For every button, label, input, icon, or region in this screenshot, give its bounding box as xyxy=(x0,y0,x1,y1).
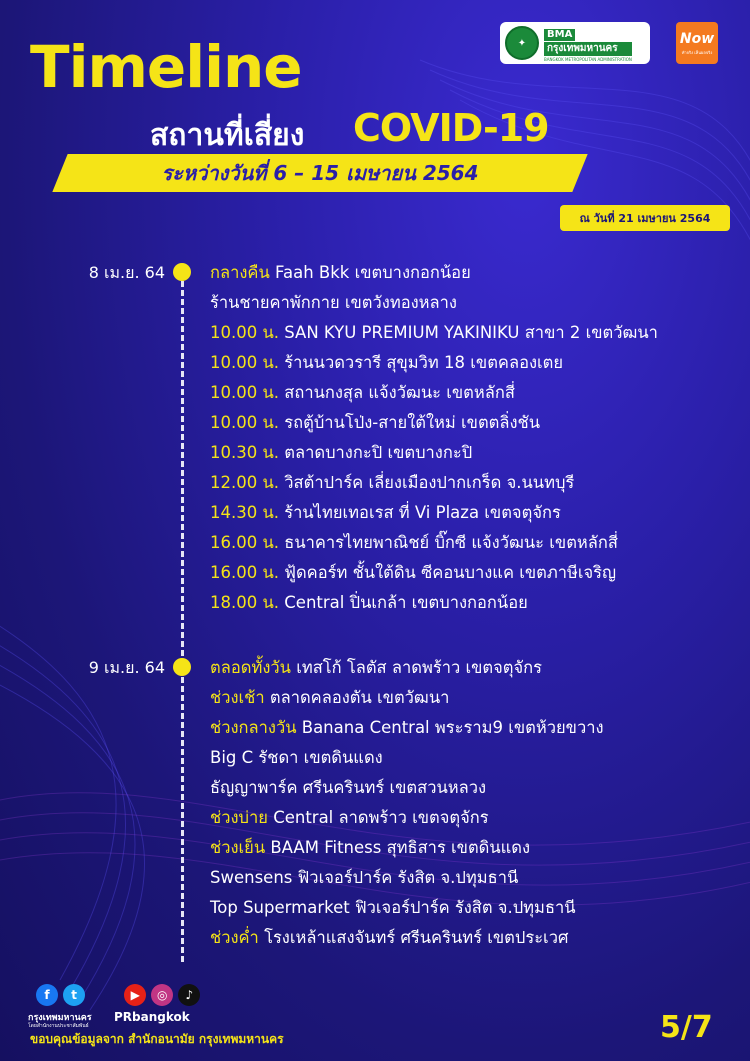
timeline-entry xyxy=(210,833,604,863)
entry-time: 10.00 น. xyxy=(210,323,280,342)
entry-place: ธนาคารไทยพาณิชย์ บิ๊กซี แจ้งวัฒนะ เขตหลักสี่ xyxy=(284,533,618,552)
instagram-icon[interactable]: ◎ xyxy=(151,984,173,1006)
page-number: 5/7 xyxy=(660,1010,713,1045)
bma-logo xyxy=(500,22,650,64)
timeline-entry xyxy=(210,558,658,588)
social-right-label: PRbangkok xyxy=(114,1010,190,1024)
entry-time: 12.00 น. xyxy=(210,473,280,492)
timeline-entry xyxy=(210,318,658,348)
entry-place: รถตู้บ้านโป่ง-สายใต้ใหม่ เขตตลิ่งชัน xyxy=(284,413,541,432)
timeline-entry xyxy=(210,773,604,803)
entry-place: ร้านนวดวรารี สุขุมวิท 18 เขตคลองเตย xyxy=(284,353,564,372)
entry-time: 14.30 น. xyxy=(210,503,280,522)
entry-place: Faah Bkk เขตบางกอกน้อย xyxy=(275,263,471,282)
subtitle-covid: COVID-19 xyxy=(353,106,549,150)
bma-english-label: BANGKOK METROPOLITAN ADMINISTRATION xyxy=(544,57,632,62)
timeline-entry xyxy=(210,378,658,408)
social-left-sublabel: โดยสำนักงานประชาสัมพันธ์ xyxy=(28,1023,89,1029)
entry-place: Central ลาดพร้าว เขตจตุจักร xyxy=(273,808,489,827)
bma-seal-icon: ✦ xyxy=(505,26,539,60)
page-title: Timeline xyxy=(30,33,302,101)
timeline-entries-day-1 xyxy=(210,258,658,618)
entry-time: 10.00 น. xyxy=(210,383,280,402)
entry-place: ฟู้ดคอร์ท ชั้นใต้ดิน ซีคอนบางแค เขตภาษีเจริญ xyxy=(284,563,617,582)
entry-place: วิสต้าปาร์ค เลี่ยงเมืองปากเกร็ด จ.นนทบุรี xyxy=(284,473,575,492)
entry-time: ช่วงกลางวัน xyxy=(210,718,297,737)
timeline-dot-day-2 xyxy=(173,658,191,676)
entry-place: ร้านไทยเทอเรส ที่ Vi Plaza เขตจตุจักร xyxy=(284,503,561,522)
entry-place: ธัญญาพาร์ค ศรีนครินทร์ เขตสวนหลวง xyxy=(210,778,487,797)
entry-place: สถานกงสุล แจ้งวัฒนะ เขตหลักสี่ xyxy=(284,383,515,402)
timeline-entries-day-2 xyxy=(210,653,604,953)
data-credit: ขอบคุณข้อมูลจาก สำนักอนามัย กรุงเทพมหานคร xyxy=(30,1032,284,1046)
entry-place: Swensens ฟิวเจอร์ปาร์ค รังสิต จ.ปทุมธานี xyxy=(210,868,519,887)
timeline-entry xyxy=(210,743,604,773)
entry-time: ช่วงเช้า xyxy=(210,688,265,707)
entry-place: ตลาดบางกะปิ เขตบางกะปิ xyxy=(284,443,473,462)
entry-time: กลางคืน xyxy=(210,263,270,282)
now-logo-text: Now xyxy=(679,30,715,47)
twitter-icon[interactable]: t xyxy=(63,984,85,1006)
as-of-date-badge: ณ วันที่ 21 เมษายน 2564 xyxy=(560,205,730,231)
timeline-entry xyxy=(210,498,658,528)
timeline-entry xyxy=(210,288,658,318)
subtitle-thai: สถานที่เสี่ยง xyxy=(150,118,305,153)
entry-place: SAN KYU PREMIUM YAKINIKU สาขา 2 เขตวัฒนา xyxy=(284,323,658,342)
entry-place: Big C รัชดา เขตดินแดง xyxy=(210,748,383,767)
timeline-entry xyxy=(210,683,604,713)
timeline-entry xyxy=(210,258,658,288)
entry-place: BAAM Fitness สุทธิสาร เขตดินแดง xyxy=(270,838,531,857)
youtube-icon[interactable]: ▶ xyxy=(124,984,146,1006)
bma-thai-label: กรุงเทพมหานคร xyxy=(544,42,632,56)
entry-time: ช่วงเย็น xyxy=(210,838,266,857)
timeline-entry xyxy=(210,588,658,618)
entry-time: ช่วงบ่าย xyxy=(210,808,268,827)
date-range-banner: ระหว่างวันที่ 6 – 15 เมษายน 2564 xyxy=(161,161,479,185)
tiktok-icon[interactable]: ♪ xyxy=(178,984,200,1006)
timeline-entry xyxy=(210,408,658,438)
bma-short-label: BMA xyxy=(544,29,575,41)
timeline-entry xyxy=(210,438,658,468)
timeline-date-day-2: 9 เม.ย. 64 xyxy=(88,658,165,677)
social-left-label: กรุงเทพมหานคร xyxy=(28,1013,92,1023)
entry-place: เทสโก้ โลตัส ลาดพร้าว เขตจตุจักร xyxy=(296,658,543,677)
entry-place: Banana Central พระราม9 เขตห้วยขวาง xyxy=(301,718,604,737)
entry-time: 10.00 น. xyxy=(210,353,280,372)
entry-place: โรงเหล้าแสงจันทร์ ศรีนครินทร์ เขตประเวศ xyxy=(264,928,569,947)
entry-time: 18.00 น. xyxy=(210,593,280,612)
entry-time: 16.00 น. xyxy=(210,563,280,582)
entry-place: Central ปิ่นเกล้า เขตบางกอกน้อย xyxy=(284,593,528,612)
timeline-entry xyxy=(210,923,604,953)
facebook-icon[interactable]: f xyxy=(36,984,58,1006)
entry-time: 10.00 น. xyxy=(210,413,280,432)
timeline-entry xyxy=(210,713,604,743)
now-tagline: ทำจริง เห็นผลจริง xyxy=(681,49,713,55)
timeline-entry xyxy=(210,528,658,558)
entry-time: ช่วงค่ำ xyxy=(210,928,259,947)
entry-place: ตลาดคลองตัน เขตวัฒนา xyxy=(269,688,450,707)
entry-place: Top Supermarket ฟิวเจอร์ปาร์ค รังสิต จ.ปทุมธานี xyxy=(210,898,576,917)
now-logo xyxy=(676,22,718,64)
timeline-entry xyxy=(210,653,604,683)
social-links xyxy=(28,984,200,1029)
entry-place: ร้านชายคาพักกาย เขตวังทองหลาง xyxy=(210,293,457,312)
timeline-entry xyxy=(210,863,604,893)
entry-time: ตลอดทั้งวัน xyxy=(210,658,291,677)
timeline-entry xyxy=(210,348,658,378)
entry-time: 10.30 น. xyxy=(210,443,280,462)
timeline-entry xyxy=(210,893,604,923)
timeline-dashed-line xyxy=(181,272,184,962)
timeline-dot-day-1 xyxy=(173,263,191,281)
timeline-entry xyxy=(210,803,604,833)
timeline-entry xyxy=(210,468,658,498)
entry-time: 16.00 น. xyxy=(210,533,280,552)
timeline-date-day-1: 8 เม.ย. 64 xyxy=(88,263,165,282)
